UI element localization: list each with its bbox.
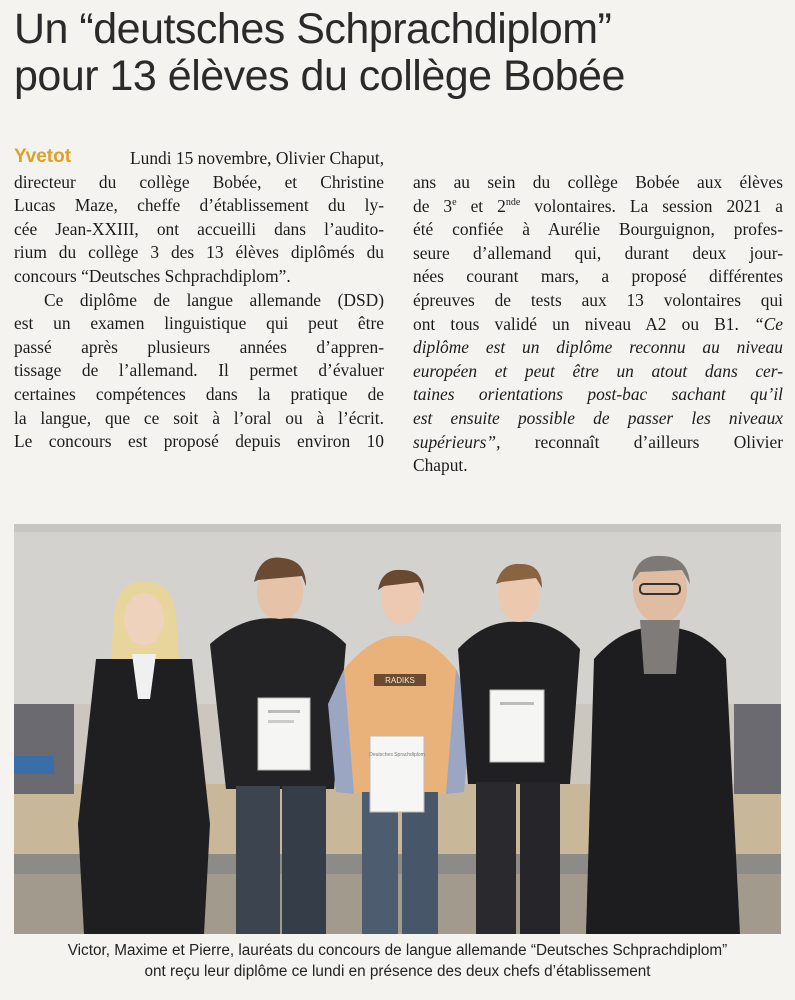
headline-line-2: pour 13 élèves du collège Bobée (14, 52, 625, 100)
text-line: Ce diplôme de langue allemande (DSD) (44, 289, 384, 310)
text-line: Lundi 15 novembre, Olivier Chaput, (130, 148, 385, 168)
quote-line: est ensuite possible de passer les niveaux (413, 407, 783, 428)
group-photo-illustration (14, 524, 781, 934)
text-line: la langue, que ce soit à l’oral ou à l’écrit. (14, 407, 384, 428)
text-line: ont tous validé un niveau A2 ou B1. “Ce (413, 313, 783, 334)
text-line: est un examen linguistique qui peut être (14, 313, 384, 334)
paragraph-2 (14, 289, 384, 454)
text-line: Lucas Maze, cheffe d’établissement du ly- (14, 195, 384, 216)
text-line: concours “Deutsches Schprachdiplom”. (14, 265, 291, 286)
text-line: Chaput. (413, 455, 468, 476)
quote-start: “Ce (754, 313, 783, 334)
town-label: Yvetot (14, 146, 72, 167)
text-line: tissage de l’allemand. Il permet d’évaluer (14, 360, 384, 381)
headline-line-1: Un “deutsches Schprachdiplom” (14, 5, 612, 53)
text-line: cée Jean-XXIII, ont accueilli dans l’audito- (14, 218, 384, 239)
caption-line-2: ont reçu leur diplôme ce lundi en présence des deux chefs d’établissement (144, 963, 651, 980)
hoodie-text: RADIKS (385, 676, 415, 685)
photo-caption (0, 940, 795, 982)
text-line: supérieurs”, reconnaît d’ailleurs Olivier (413, 431, 783, 452)
certificate-text: Deutsches Sprachdiplom (369, 752, 425, 758)
text-line: ans au sein du collège Bobée aux élèves (413, 172, 783, 192)
text-line: Le concours est proposé depuis environ 10 (14, 431, 384, 452)
text-line: de 3e et 2nde volontaires. La session 2021 a (413, 195, 783, 216)
text-line: épreuves de tests aux 13 volontaires qui (413, 289, 783, 310)
caption-line-1: Victor, Maxime et Pierre, lauréats du concours de langue allemande “Deutsches Schprachdiplom” (67, 942, 728, 959)
quote-line: européen et peut être un atout dans cer- (413, 360, 783, 381)
text-line: passé après plusieurs années d’appren- (14, 336, 384, 357)
quote-line: taines orientations post-bac sachant qu’il (413, 384, 783, 405)
article-photo (14, 524, 781, 934)
paragraph-1 (14, 147, 384, 289)
text-line: certaines compétences dans la pratique de (14, 383, 384, 404)
text-line: directeur du collège Bobée, et Christine (14, 171, 384, 192)
article-column-right (413, 171, 783, 478)
quote-line: diplôme est un diplôme reconnu au niveau (413, 337, 783, 358)
text-line: seure d’allemand qui, durant deux jour- (413, 242, 783, 263)
text-line: rium du collège 3 des 13 élèves diplômés du (14, 242, 384, 263)
article-column-left (14, 147, 384, 454)
text-line: été confiée à Aurélie Bourguignon, profes- (413, 219, 783, 240)
headline (14, 6, 789, 100)
text-line: nées courant mars, a proposé différentes (413, 266, 783, 287)
